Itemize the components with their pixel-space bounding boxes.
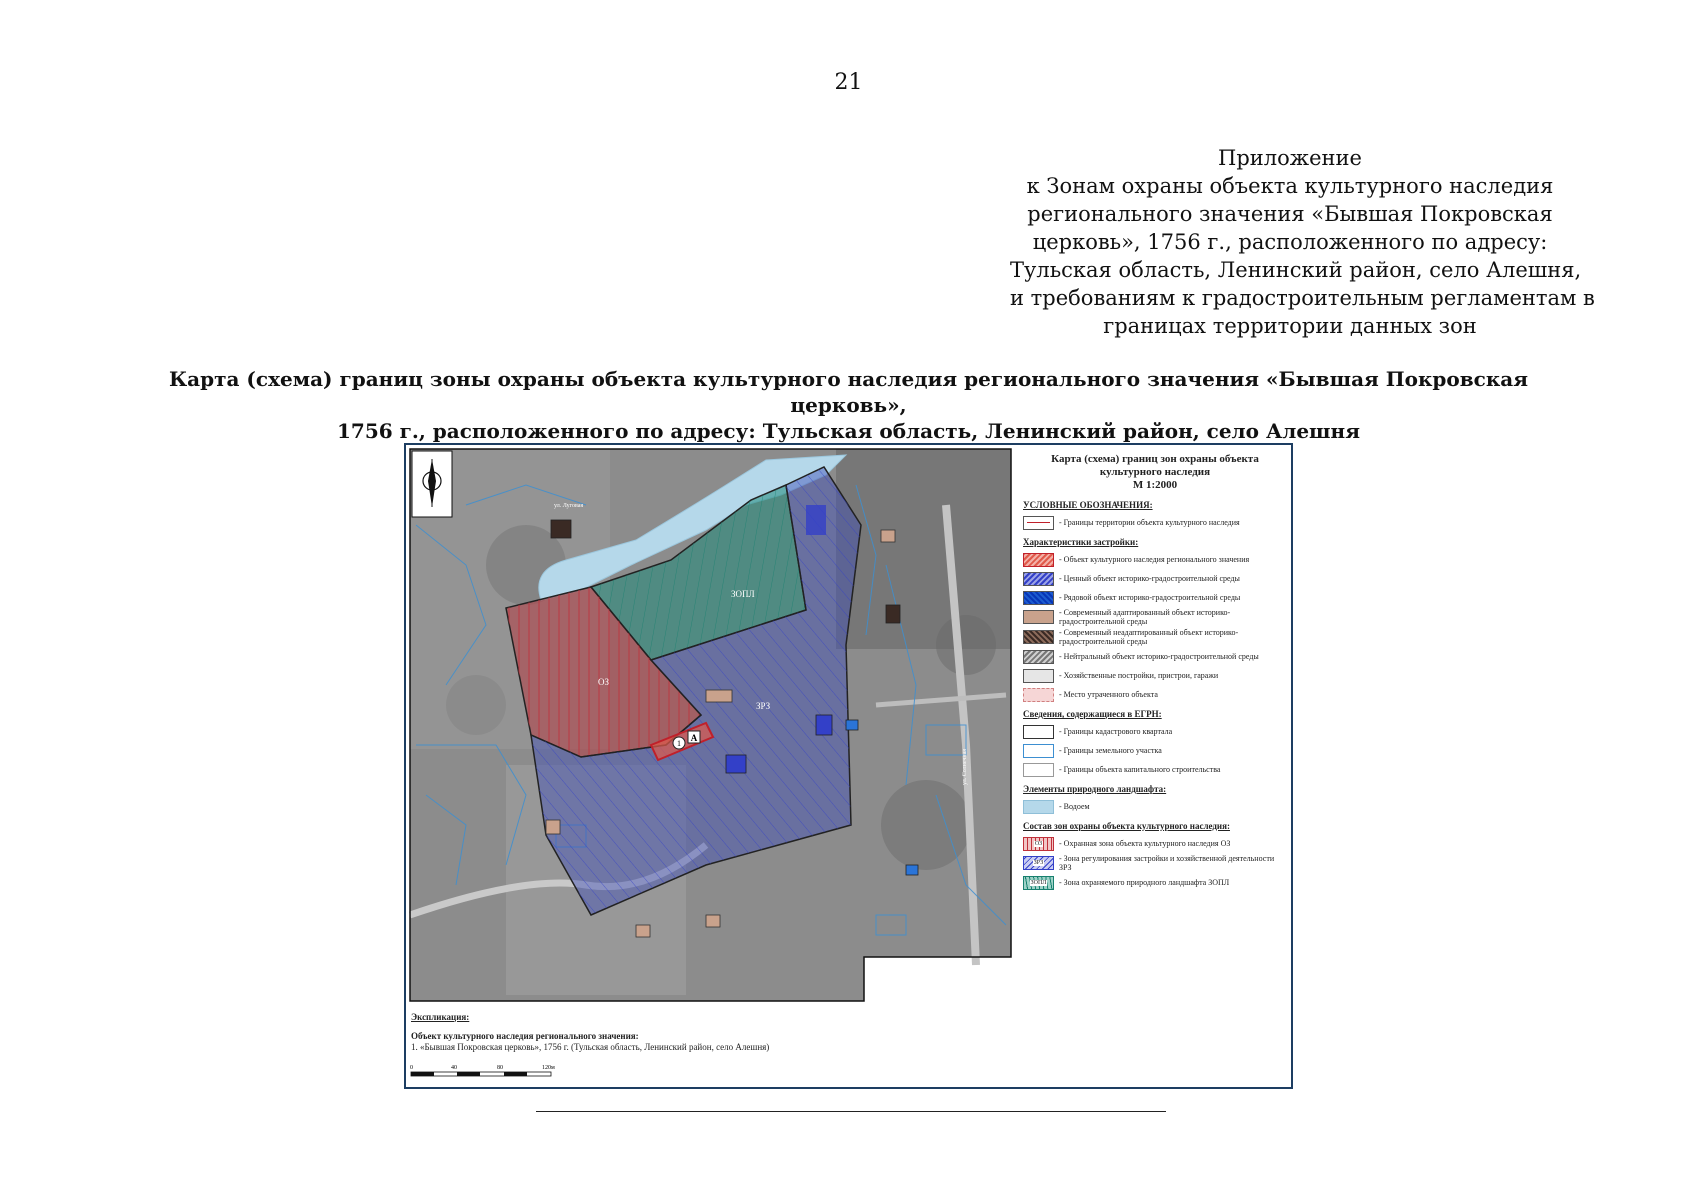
legend-title (1023, 453, 1287, 492)
street-label: ул. Луговая (554, 503, 584, 509)
legend-label: - Границы объекта капитального строительства (1059, 765, 1221, 774)
legend-swatch (1023, 553, 1054, 567)
appendix-line: регионального значения «Бывшая Покровская (1027, 202, 1553, 226)
legend-label: - Рядовой объект историко-градостроительной среды (1059, 593, 1241, 602)
legend-item (1023, 608, 1287, 626)
explication-subheading: Объект культурного наследия регионального значения: (411, 1031, 639, 1041)
legend-swatch (1023, 744, 1054, 758)
object-number: 1 (677, 739, 681, 748)
legend-swatch (1023, 876, 1054, 890)
explication-item: 1. «Бывшая Покровская церковь», 1756 г. (Тульская область, Ленинский район, село Алешня) (411, 1042, 770, 1052)
legend-item (1023, 742, 1287, 759)
legend-swatch (1023, 763, 1054, 777)
legend-label: - Современный неадаптированный объект историко-градостроительной среды (1059, 628, 1239, 646)
legend-item (1023, 648, 1287, 665)
legend-label: - Хозяйственные постройки, пристрои, гаражи (1059, 671, 1219, 680)
legend-heading: Элементы природного ландшафта: (1023, 784, 1167, 794)
legend-label: - Охранная зона объекта культурного наследия ОЗ (1059, 839, 1231, 848)
appendix-line: Тульская область, Ленинский район, село Алешня, (1010, 258, 1582, 282)
legend-label: - Объект культурного наследия регионального значения (1059, 555, 1250, 564)
legend-code: ЗОПЛ (1030, 879, 1047, 886)
legend-item (1023, 514, 1287, 531)
object-letter: А (690, 733, 698, 743)
legend-swatch (1023, 669, 1054, 683)
legend-label: - Границы территории объекта культурного наследия (1059, 518, 1240, 527)
legend-label: - Современный адаптированный объект историко-градостроительной среды (1059, 608, 1231, 626)
legend-label: - Зона охраняемого природного ландшафта ЗОПЛ (1059, 878, 1230, 887)
legend-title-line: культурного наследия (1099, 466, 1211, 478)
explication-heading: Экспликация: (411, 1012, 470, 1022)
legend-label: - Ценный объект историко-градостроительной среды (1059, 574, 1240, 583)
legend-swatch (1023, 630, 1054, 644)
legend-item (1023, 667, 1287, 684)
appendix-line: границах территории данных зон (1103, 314, 1477, 338)
title-line: Карта (схема) границ зоны охраны объекта культурного наследия регионального значения «Бывшая Покровская церковь», (168, 367, 1529, 417)
legend-swatch (1023, 591, 1054, 605)
north-arrow-icon (412, 451, 452, 517)
zone-label-zopl: ЗОПЛ (731, 589, 755, 599)
page-number: 21 (834, 70, 863, 95)
legend-title-line: Карта (схема) границ зон охраны объекта (1051, 453, 1259, 465)
legend-swatch (1023, 688, 1054, 702)
appendix-line: церковь», 1756 г., расположенного по адресу: (1032, 230, 1548, 254)
legend-item (1023, 570, 1287, 587)
legend-swatch (1023, 516, 1054, 530)
title-line: 1756 г., расположенного по адресу: Тульская область, Ленинский район, село Алешня (337, 419, 1360, 443)
legend-scale: М 1:2000 (1132, 479, 1178, 491)
legend-item (1023, 761, 1287, 778)
legend-code: ОЗ (1034, 840, 1043, 847)
zone-label-zrz: ЗРЗ (756, 701, 771, 711)
legend-swatch (1023, 572, 1054, 586)
legend-label: - Водоем (1059, 802, 1090, 811)
zone-label-oz: ОЗ (598, 677, 610, 687)
road-label: ул. Солнечная (962, 748, 968, 785)
legend-item (1023, 686, 1287, 703)
footer-divider (536, 1111, 1166, 1112)
legend-label: - Место утраченного объекта (1059, 690, 1158, 699)
legend-swatch (1023, 800, 1054, 814)
appendix-line: и требованиям к градостроительным регламентам в (1010, 286, 1595, 310)
scale-bar (410, 1062, 560, 1084)
appendix-line: к Зонам охраны объекта культурного наследия (1026, 174, 1554, 198)
legend-label: - Зона регулирования застройки и хозяйственной деятельности ЗРЗ (1059, 854, 1275, 872)
legend-swatch (1023, 725, 1054, 739)
scale-tick-label: 0 (410, 1065, 413, 1071)
legend-heading: УСЛОВНЫЕ ОБОЗНАЧЕНИЯ: (1023, 500, 1153, 510)
legend-swatch (1023, 837, 1054, 851)
appendix-note (1010, 144, 1595, 340)
legend-swatch (1023, 856, 1054, 870)
scale-tick-label: 80 (497, 1065, 503, 1071)
legend-item (1023, 835, 1287, 852)
legend-swatch (1023, 610, 1054, 624)
appendix-line: Приложение (1218, 146, 1362, 170)
legend-item (1023, 589, 1287, 606)
legend-item (1023, 798, 1287, 815)
legend-heading: Сведения, содержащиеся в ЕГРН: (1023, 709, 1162, 719)
legend-code: ЗРЗ (1033, 860, 1044, 866)
document-title (120, 366, 1577, 444)
legend-item (1023, 854, 1287, 872)
legend-heading: Состав зон охраны объекта культурного наследия: (1023, 821, 1230, 831)
explication (411, 1012, 1011, 1053)
legend-item (1023, 628, 1287, 646)
legend-heading: Характеристики застройки: (1023, 537, 1139, 547)
legend-item (1023, 874, 1287, 891)
legend-item (1023, 551, 1287, 568)
scale-tick-label: 120м (542, 1065, 555, 1071)
legend-swatch (1023, 650, 1054, 664)
scale-tick-label: 40 (451, 1065, 457, 1071)
legend-item (1023, 723, 1287, 740)
legend-label: - Границы земельного участка (1059, 746, 1162, 755)
legend (1023, 453, 1287, 893)
map-sheet (404, 443, 1293, 1089)
legend-label: - Нейтральный объект историко-градостроительной среды (1059, 652, 1259, 661)
legend-label: - Границы кадастрового квартала (1059, 727, 1173, 736)
